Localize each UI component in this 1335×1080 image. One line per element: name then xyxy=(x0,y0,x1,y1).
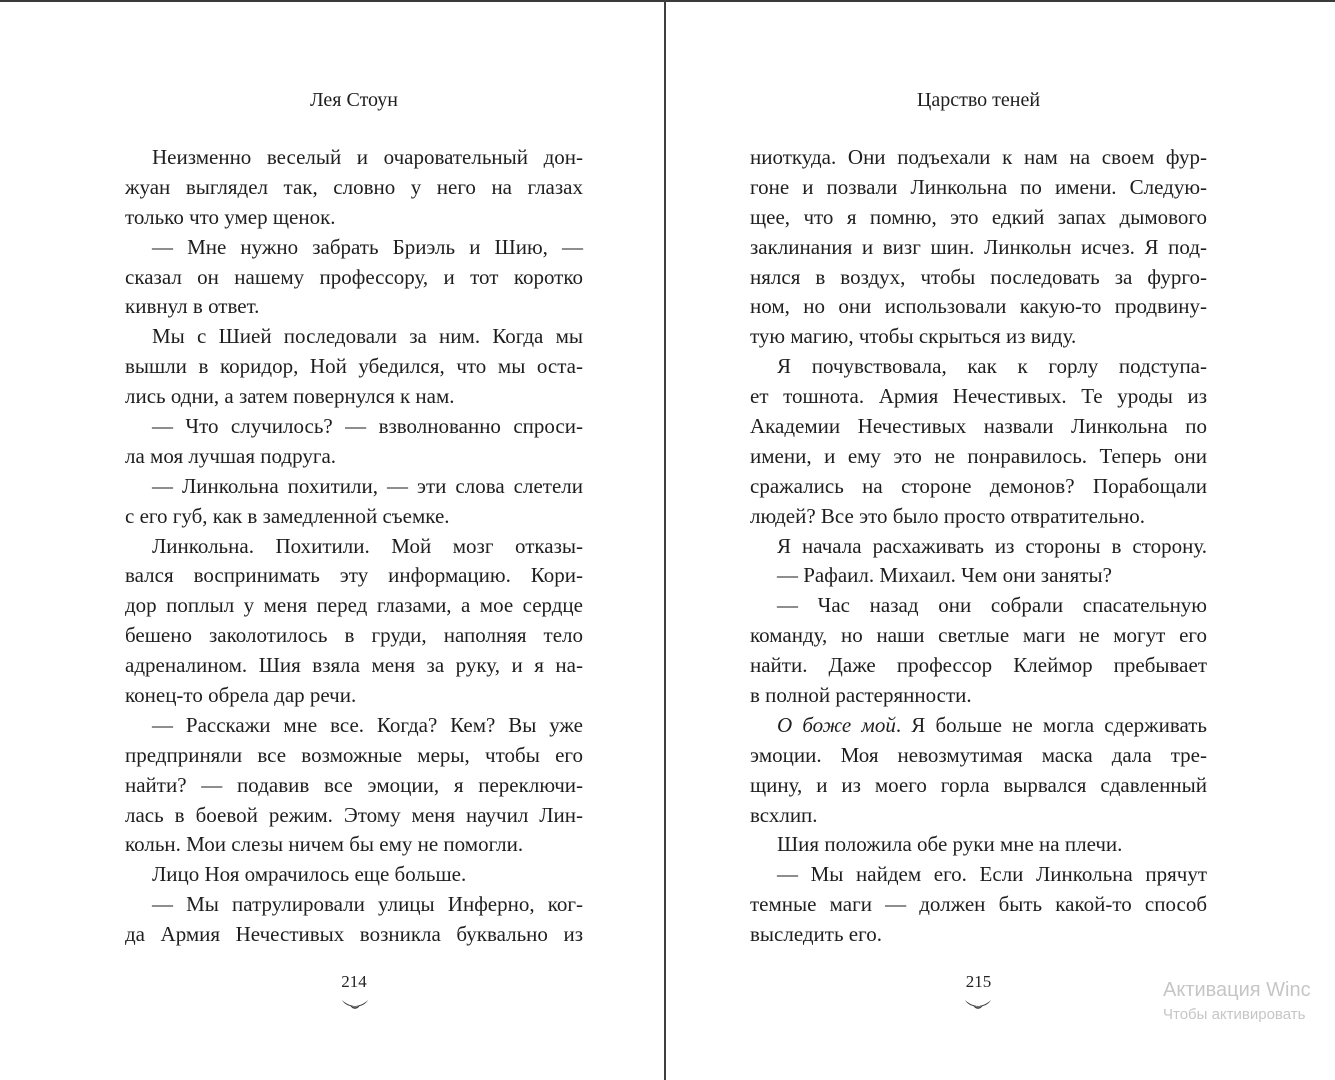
text-line: команду, но наши светлые маги не могут его xyxy=(750,623,1207,648)
text-line: сражались на стороне демонов? Порабощали xyxy=(750,473,1207,498)
text-line: — Мы патрулировали улицы Инферно, ког- xyxy=(152,892,583,917)
text-line: кольн. Мои слезы ничем бы ему не помогли. xyxy=(125,832,524,857)
activation-watermark xyxy=(1163,976,1335,1032)
text-line: дор поплыл у меня перед глазами, а мое сердце xyxy=(125,593,583,618)
text-line: вался воспринимать эту информацию. Кори- xyxy=(125,563,583,588)
text-line: Академии Нечестивых назвали Линкольна по xyxy=(750,414,1207,439)
text-line: бешено заколотилось в груди, наполняя тело xyxy=(125,623,583,648)
text-line: в полной растерянности. xyxy=(750,683,972,708)
text-line: конец-то обрела дар речи. xyxy=(125,683,357,708)
text-line: да Армия Нечестивых возникла буквально из xyxy=(125,922,583,947)
text-line: — Мне нужно забрать Бриэль и Шию, — xyxy=(152,234,583,259)
text-line: предприняли все возможные меры, чтобы его xyxy=(125,742,583,767)
page-number: 214 xyxy=(341,972,367,991)
text-line: сказал он нашему профессору, и тот коротко xyxy=(125,264,583,289)
text-line: найти? — подавив все эмоции, я переключи- xyxy=(125,772,583,797)
text-line: всхлип. xyxy=(750,802,818,827)
right-page xyxy=(666,0,1335,1080)
text-line: — Час назад они собрали спасательную xyxy=(777,593,1207,618)
text-line: лись одни, а затем повернулся к нам. xyxy=(125,384,455,409)
text-line: щее, что я помню, это едкий запах дымового xyxy=(750,204,1207,229)
text-line: — Что случилось? — взволнованно спроси- xyxy=(152,414,583,439)
text-line: лась в боевой режим. Этому меня научил Лин- xyxy=(125,802,583,827)
text-line: людей? Все это было просто отвратительно. xyxy=(750,503,1146,528)
text-line: Мы с Шией последовали за ним. Когда мы xyxy=(152,324,583,349)
text-line: только что умер щенок. xyxy=(125,204,336,229)
text-line: ном, но они использовали какую-то продвину- xyxy=(750,294,1207,319)
running-header-author: Лея Стоун xyxy=(310,89,398,111)
text-line: — Мы найдем его. Если Линкольна прячут xyxy=(777,862,1207,887)
text-line: нялся в воздух, чтобы последовать за фурго- xyxy=(750,264,1207,289)
text-line: темные маги — должен быть какой-то способ xyxy=(750,892,1207,917)
running-header-title: Царство теней xyxy=(916,89,1041,111)
text-line: заклинания и визг шин. Линкольн исчез. Я под- xyxy=(750,234,1207,259)
text-line: — Расскажи мне все. Когда? Кем? Вы уже xyxy=(152,712,583,737)
text-line: — Рафаил. Михаил. Чем они заняты? xyxy=(777,563,1112,588)
text-line: кивнул в ответ. xyxy=(125,294,260,319)
text-line: имени, и ему это не понравилось. Теперь они xyxy=(750,443,1207,468)
page-number: 215 xyxy=(965,972,992,991)
text-line: вышли в коридор, Ной убедился, что мы оста- xyxy=(125,354,583,379)
text-line xyxy=(750,711,1207,741)
text-fragment: . Я больше не могла сдерживать xyxy=(895,712,1207,737)
watermark-title: Активация Winc xyxy=(1163,979,1311,1001)
text-line: ниоткуда. Они подъехали к нам на своем фур- xyxy=(750,145,1207,169)
text-line: ет тошнота. Армия Нечестивых. Те уроды из xyxy=(750,384,1207,409)
text-line: Шия положила обе руки мне на плечи. xyxy=(777,832,1123,857)
text-line: Неизменно веселый и очаровательный дон- xyxy=(152,145,583,169)
text-line: щину, и из моего горла вырвался сдавленный xyxy=(750,772,1207,797)
feather-ornament-icon xyxy=(964,997,992,1013)
italic-phrase: О боже мой xyxy=(777,712,896,737)
text-line: выследить его. xyxy=(750,922,882,947)
text-line: Лицо Ноя омрачилось еще больше. xyxy=(152,862,467,887)
text-line: ла моя лучшая подруга. xyxy=(125,443,337,468)
text-line: — Линкольна похитили, — эти слова слетели xyxy=(152,473,583,498)
text-line: Я почувствовала, как к горлу подступа- xyxy=(777,354,1207,379)
text-line: Линкольна. Похитили. Мой мозг отказы- xyxy=(152,533,583,558)
text-line: гоне и позвали Линкольна по имени. Следую- xyxy=(750,174,1207,199)
text-line: найти. Даже профессор Клеймор пребывает xyxy=(750,653,1207,678)
text-line: адреналином. Шия взяла меня за руку, и я на- xyxy=(125,653,583,678)
text-line: с его губ, как в замедленной съемке. xyxy=(125,503,450,528)
feather-ornament-icon xyxy=(341,997,369,1013)
left-page-text xyxy=(125,143,583,950)
text-line: жуан выглядел так, словно у него на глазах xyxy=(125,174,583,199)
text-line: Я начала расхаживать из стороны в сторону. xyxy=(777,533,1207,558)
left-page xyxy=(0,0,664,1080)
right-page-text xyxy=(750,143,1207,950)
watermark-subtitle: Чтобы активировать xyxy=(1163,1006,1306,1023)
text-line: эмоции. Моя невозмутимая маска дала тре- xyxy=(750,742,1207,767)
text-line: тую магию, чтобы скрыться из виду. xyxy=(750,324,1077,349)
